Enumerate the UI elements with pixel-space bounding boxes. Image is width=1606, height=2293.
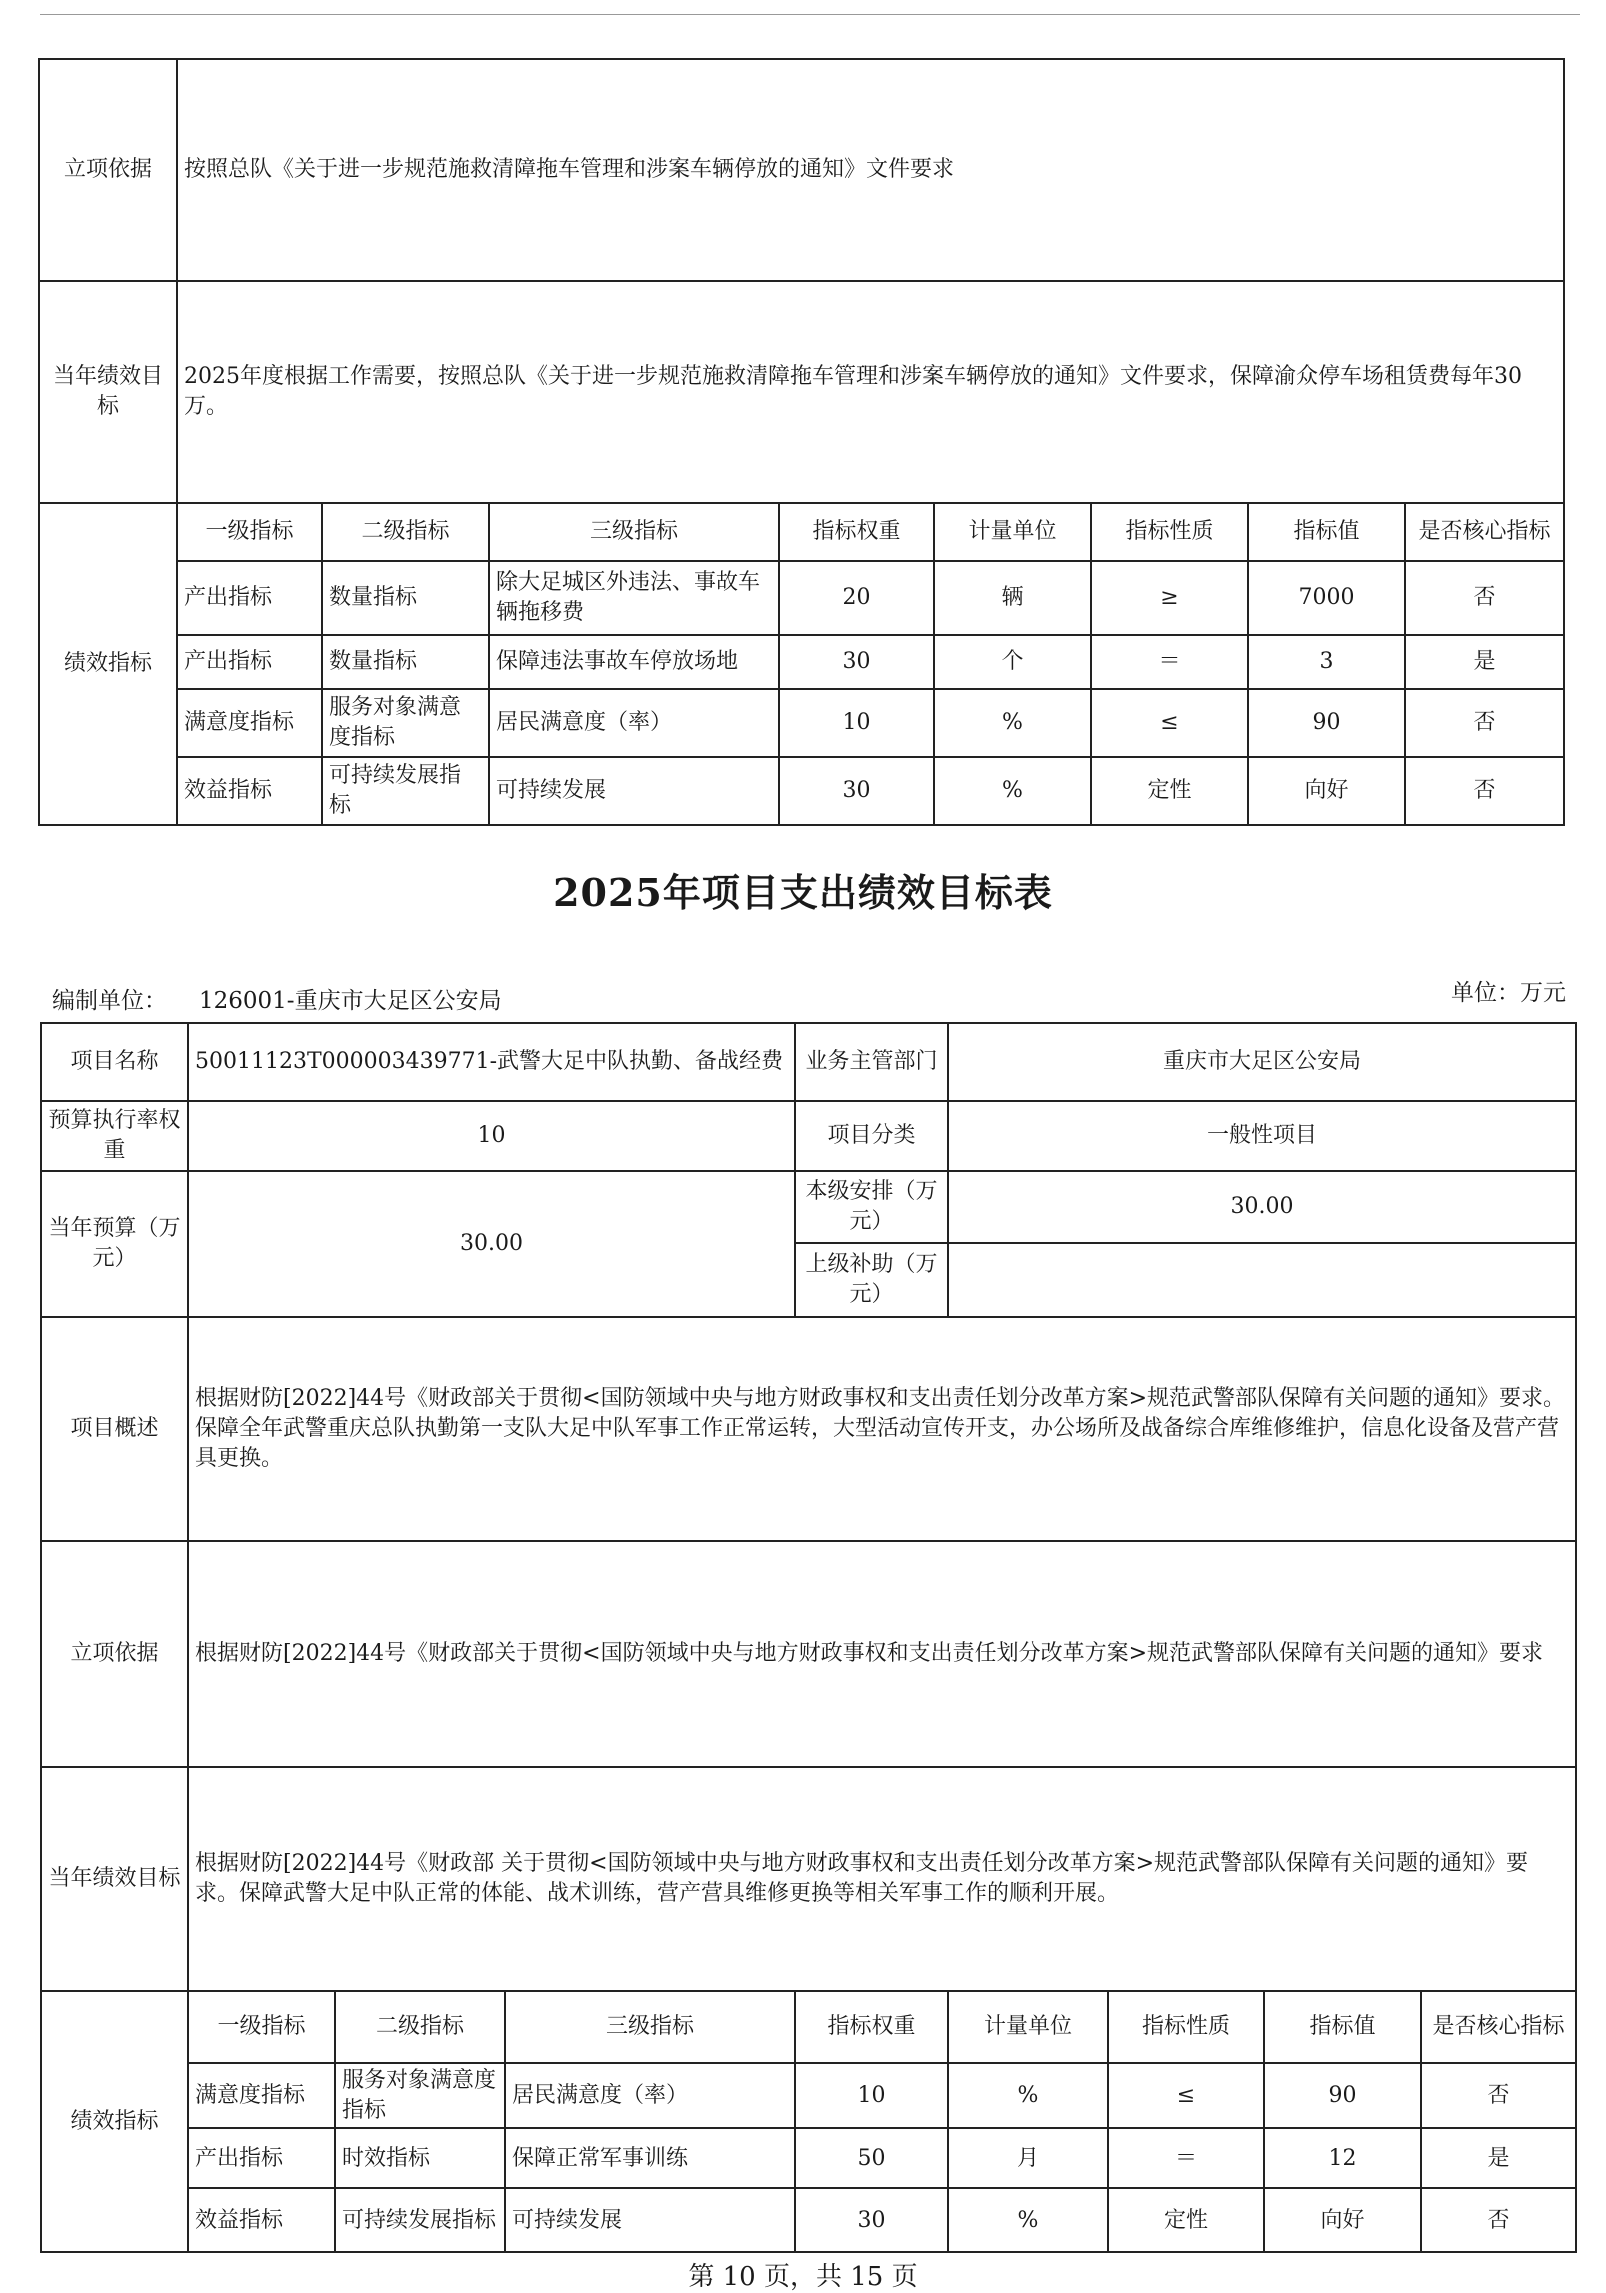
annual-target-text: 根据财防[2022]44号《财政部 关于贯彻<国防领域中央与地方财政事权和支出责任划分改革方案>规范武警部队保障有关问题的通知》要求。保障武警大足中队正常的体能、战术训练，营产营具维修更换等相关军事工作的顺利开展。 [188,1767,1576,1991]
cell-core: 否 [1421,2188,1576,2252]
header-cell: 指标性质 [1108,1991,1264,2063]
cell-core: 是 [1405,635,1564,689]
upper-subsidy-label: 上级补助（万元） [795,1243,948,1317]
cell-value: 90 [1264,2063,1421,2128]
cell-value: 7000 [1248,561,1405,635]
exec-rate-label: 预算执行率权重 [41,1101,188,1171]
header-cell: 指标值 [1248,503,1405,561]
cell-unit: 辆 [934,561,1091,635]
overview-text: 根据财防[2022]44号《财政部关于贯彻<国防领域中央与地方财政事权和支出责任划分改革方案>规范武警部队保障有关问题的通知》要求。保障全年武警重庆总队执勤第一支队大足中队军事工作正常运转，大型活动宣传开支，办公场所及战备综合库维修维护，信息化设备及营产营具更换。 [188,1317,1576,1541]
table-row [41,2188,1576,2252]
header-cell: 计量单位 [948,1991,1108,2063]
header-cell: 指标性质 [1091,503,1248,561]
cell-level3: 除大足城区外违法、事故车辆拖移费 [489,561,779,635]
dept-value: 重庆市大足区公安局 [948,1023,1576,1101]
dept-label: 业务主管部门 [795,1023,948,1101]
cell-unit: % [934,689,1091,757]
cell-nature: ≤ [1091,689,1248,757]
table-row [39,635,1564,689]
cell-unit: 月 [948,2128,1108,2188]
cell-weight: 30 [779,635,934,689]
local-arrangement-label: 本级安排（万元） [795,1171,948,1243]
cell-level2: 可持续发展指标 [335,2188,505,2252]
perf-table-2 [40,1022,1577,2253]
header-cell: 是否核心指标 [1421,1991,1576,2063]
cell-weight: 50 [795,2128,948,2188]
table-row [41,2063,1576,2128]
cell-weight: 20 [779,561,934,635]
cell-unit: % [934,757,1091,825]
local-arrangement-value: 30.00 [948,1171,1576,1243]
annual-target-label: 当年绩效目标 [39,281,177,503]
cell-nature: ＝ [1108,2128,1264,2188]
cell-unit: 个 [934,635,1091,689]
cell-nature: ≥ [1091,561,1248,635]
budget-value: 30.00 [188,1171,795,1317]
cell-level1: 效益指标 [188,2188,335,2252]
cell-unit: % [948,2063,1108,2128]
header-cell: 指标权重 [795,1991,948,2063]
compiler-unit-value: 126001-重庆市大足区公安局 [199,988,502,1014]
header-cell: 一级指标 [188,1991,335,2063]
table-row [39,689,1564,757]
top-edge-line [40,14,1580,15]
project-name-value: 50011123T000003439771-武警大足中队执勤、备战经费 [188,1023,795,1101]
basis-text: 按照总队《关于进一步规范施救清障拖车管理和涉案车辆停放的通知》文件要求 [177,59,1564,281]
cell-level1: 满意度指标 [188,2063,335,2128]
cell-core: 否 [1421,2063,1576,2128]
project-name-label: 项目名称 [41,1023,188,1101]
table-row [39,757,1564,825]
header-cell: 是否核心指标 [1405,503,1564,561]
cell-weight: 30 [795,2188,948,2252]
cell-core: 否 [1405,757,1564,825]
cell-level3: 保障正常军事训练 [505,2128,795,2188]
cell-nature: 定性 [1091,757,1248,825]
annual-target-label: 当年绩效目标 [41,1767,188,1991]
cell-value: 向好 [1248,757,1405,825]
header-cell: 二级指标 [322,503,489,561]
cell-weight: 10 [795,2063,948,2128]
cell-level2: 服务对象满意度指标 [335,2063,505,2128]
compiler-unit [52,982,502,1015]
exec-rate-value: 10 [188,1101,795,1171]
cell-level3: 可持续发展 [489,757,779,825]
basis-label: 立项依据 [41,1541,188,1767]
cell-nature: 定性 [1108,2188,1264,2252]
upper-subsidy-value [948,1243,1576,1317]
annual-target-text: 2025年度根据工作需要，按照总队《关于进一步规范施救清障拖车管理和涉案车辆停放的通知》文件要求，保障渝众停车场租赁费每年30万。 [177,281,1564,503]
cell-unit: % [948,2188,1108,2252]
cell-level3: 居民满意度（率） [489,689,779,757]
header-cell: 三级指标 [505,1991,795,2063]
cell-core: 是 [1421,2128,1576,2188]
cell-value: 3 [1248,635,1405,689]
cell-value: 12 [1264,2128,1421,2188]
cell-level3: 居民满意度（率） [505,2063,795,2128]
basis-label: 立项依据 [39,59,177,281]
budget-label: 当年预算（万元） [41,1171,188,1317]
cell-weight: 10 [779,689,934,757]
cell-core: 否 [1405,689,1564,757]
header-cell: 指标值 [1264,1991,1421,2063]
cell-level1: 满意度指标 [177,689,322,757]
page-title: 2025年项目支出绩效目标表 [553,870,1053,915]
header-cell: 指标权重 [779,503,934,561]
category-value: 一般性项目 [948,1101,1576,1171]
cell-level3: 保障违法事故车停放场地 [489,635,779,689]
amount-unit: 单位：万元 [1451,980,1566,1006]
cell-weight: 30 [779,757,934,825]
page-footer: 第 10 页，共 15 页 [688,2262,918,2292]
table-row [41,2128,1576,2188]
cell-nature: ＝ [1091,635,1248,689]
cell-level2: 时效指标 [335,2128,505,2188]
cell-value: 向好 [1264,2188,1421,2252]
compiler-unit-label: 编制单位： [52,988,167,1014]
cell-level2: 数量指标 [322,561,489,635]
basis-text: 根据财防[2022]44号《财政部关于贯彻<国防领域中央与地方财政事权和支出责任划分改革方案>规范武警部队保障有关问题的通知》要求 [188,1541,1576,1767]
cell-level1: 效益指标 [177,757,322,825]
cell-level1: 产出指标 [177,561,322,635]
cell-core: 否 [1405,561,1564,635]
header-cell: 二级指标 [335,1991,505,2063]
perf-indicator-label: 绩效指标 [39,503,177,825]
cell-level2: 数量指标 [322,635,489,689]
cell-level2: 服务对象满意度指标 [322,689,489,757]
header-cell: 三级指标 [489,503,779,561]
table-row [39,561,1564,635]
cell-value: 90 [1248,689,1405,757]
cell-level2: 可持续发展指标 [322,757,489,825]
header-cell: 一级指标 [177,503,322,561]
cell-level1: 产出指标 [188,2128,335,2188]
cell-level1: 产出指标 [177,635,322,689]
cell-level3: 可持续发展 [505,2188,795,2252]
category-label: 项目分类 [795,1101,948,1171]
perf-indicator-label: 绩效指标 [41,1991,188,2252]
perf-table-1 [38,58,1565,826]
overview-label: 项目概述 [41,1317,188,1541]
header-cell: 计量单位 [934,503,1091,561]
cell-nature: ≤ [1108,2063,1264,2128]
